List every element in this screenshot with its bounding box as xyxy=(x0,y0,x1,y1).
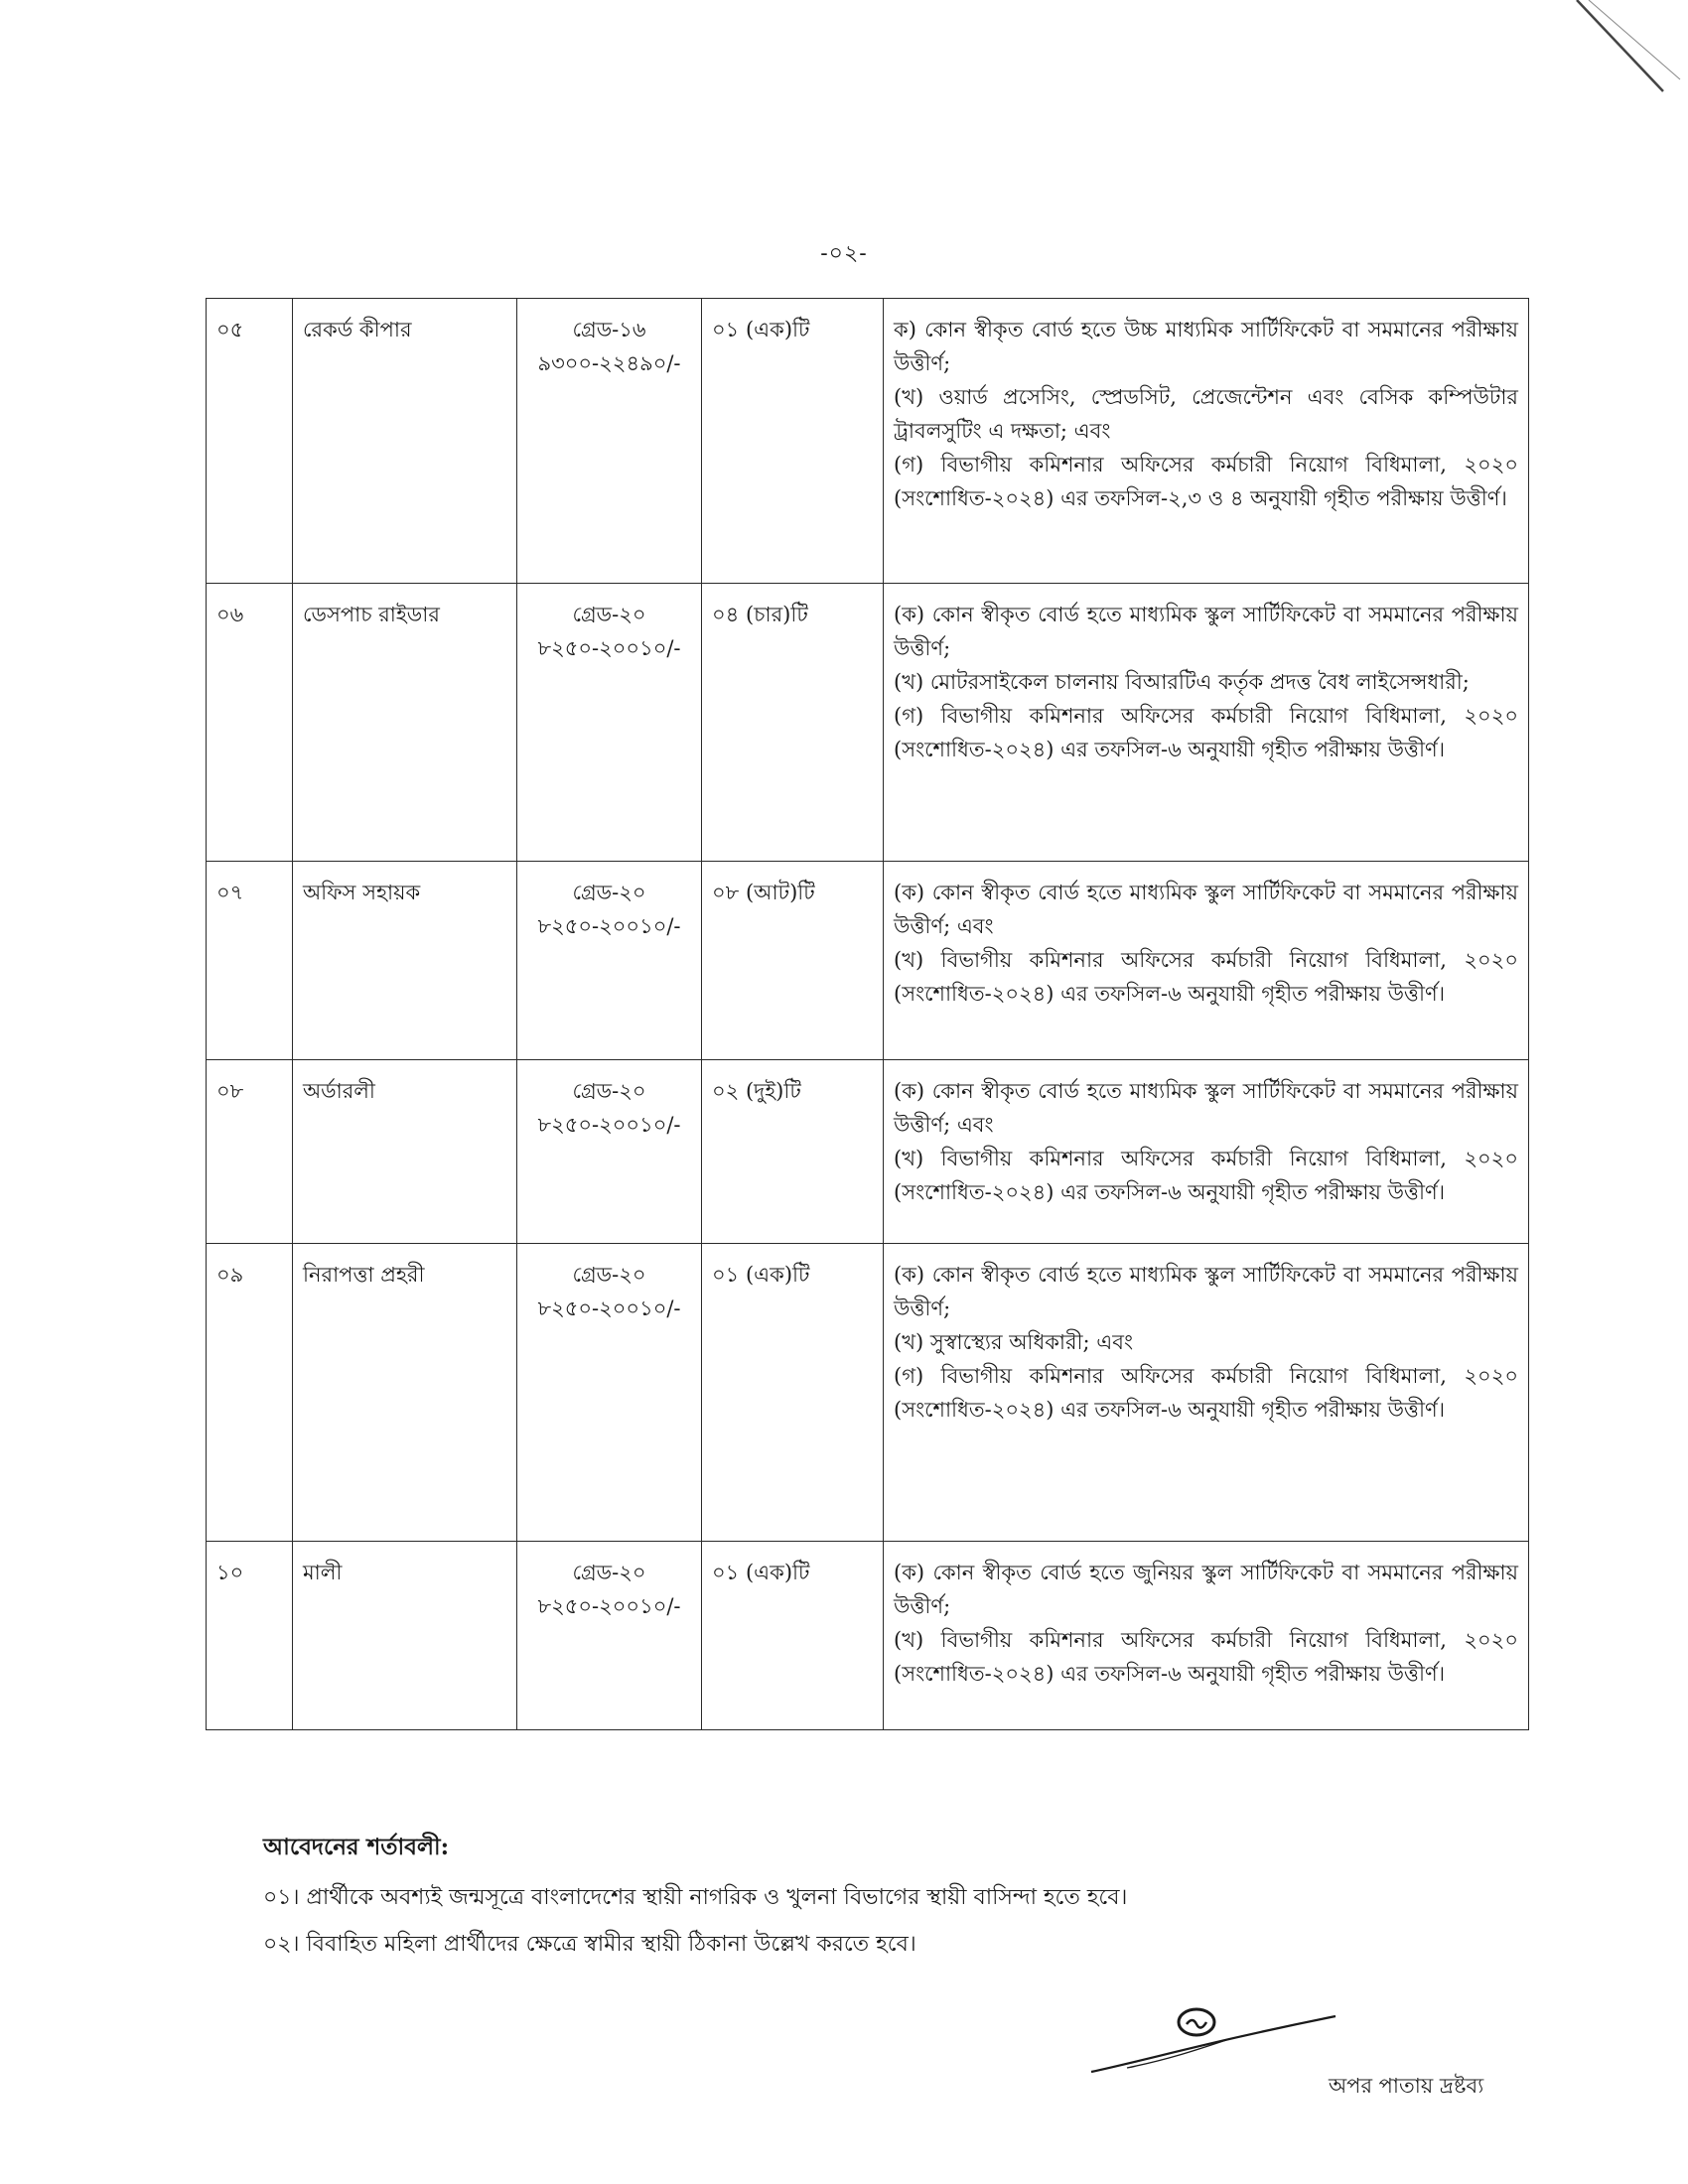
qualification-item: (গ) বিভাগীয় কমিশনার অফিসের কর্মচারী নিয়োগ বিধিমালা, ২০২০ (সংশোধিত-২০২৪) এর তফসিল-২,৩ ও ৪ অনুযায়ী গৃহীত পরীক্ষায় উত্তীর্ণ। xyxy=(894,453,1518,510)
pay-scale: ৮২৫০-২০০১০/- xyxy=(537,636,681,660)
qualification-item: (খ) সুস্বাস্থ্যের অধিকারী; এবং xyxy=(894,1330,1134,1354)
qualification-item: (ক) কোন স্বীকৃত বোর্ড হতে মাধ্যমিক স্কুল সার্টিফিকেট বা সমমানের পরীক্ষায় উত্তীর্ণ; xyxy=(894,1263,1518,1320)
qualification-cell xyxy=(884,1060,1529,1244)
vacancy-count-cell: ০৪ (চার)টি xyxy=(702,584,884,862)
vacancy-count-cell: ০২ (দুই)টি xyxy=(702,1060,884,1244)
qualification-cell xyxy=(884,1244,1529,1542)
serial-cell: ০৬ xyxy=(207,584,293,862)
grade-cell xyxy=(517,584,702,862)
serial-cell: ০৮ xyxy=(207,1060,293,1244)
page-corner-fold xyxy=(1569,0,1688,99)
grade-cell xyxy=(517,1542,702,1730)
qualification-item: (ক) কোন স্বীকৃত বোর্ড হতে জুনিয়র স্কুল সার্টিফিকেট বা সমমানের পরীক্ষায় উত্তীর্ণ; xyxy=(894,1561,1518,1618)
post-name-cell: ডেসপাচ রাইডার xyxy=(293,584,517,862)
grade-cell xyxy=(517,1244,702,1542)
vacancy-count-cell: ০১ (এক)টি xyxy=(702,1244,884,1542)
qualification-item: (ক) কোন স্বীকৃত বোর্ড হতে মাধ্যমিক স্কুল সার্টিফিকেট বা সমমানের পরীক্ষায় উত্তীর্ণ; xyxy=(894,603,1518,660)
pay-scale: ৮২৫০-২০০১০/- xyxy=(537,1297,681,1320)
table-row xyxy=(207,1060,1529,1244)
grade-label: গ্রেড-২০ xyxy=(572,603,646,626)
qualification-cell xyxy=(884,1542,1529,1730)
post-name-cell: মালী xyxy=(293,1542,517,1730)
post-name-cell: অর্ডারলী xyxy=(293,1060,517,1244)
qualification-item: (গ) বিভাগীয় কমিশনার অফিসের কর্মচারী নিয়োগ বিধিমালা, ২০২০ (সংশোধিত-২০২৪) এর তফসিল-৬ অনুযায়ী গৃহীত পরীক্ষায় উত্তীর্ণ। xyxy=(894,704,1518,761)
pay-scale: ৮২৫০-২০০১০/- xyxy=(537,914,681,938)
serial-cell: ১০ xyxy=(207,1542,293,1730)
footer-note: অপর পাতায় দ্রষ্টব্য xyxy=(1329,2074,1484,2098)
qualification-item: ক) কোন স্বীকৃত বোর্ড হতে উচ্চ মাধ্যমিক সার্টিফিকেট বা সমমানের পরীক্ষায় উত্তীর্ণ; xyxy=(894,318,1518,375)
pay-scale: ৮২৫০-২০০১০/- xyxy=(537,1594,681,1618)
qualification-item: (গ) বিভাগীয় কমিশনার অফিসের কর্মচারী নিয়োগ বিধিমালা, ২০২০ (সংশোধিত-২০২৪) এর তফসিল-৬ অনুযায়ী গৃহীত পরীক্ষায় উত্তীর্ণ। xyxy=(894,1364,1518,1422)
vacancy-count-cell: ০৮ (আট)টি xyxy=(702,862,884,1060)
serial-cell: ০৭ xyxy=(207,862,293,1060)
vacancy-count-cell: ০১ (এক)টি xyxy=(702,1542,884,1730)
qualification-item: (খ) বিভাগীয় কমিশনার অফিসের কর্মচারী নিয়োগ বিধিমালা, ২০২০ (সংশোধিত-২০২৪) এর তফসিল-৬ অনুযায়ী গৃহীত পরীক্ষায় উত্তীর্ণ। xyxy=(894,948,1518,1006)
grade-label: গ্রেড-২০ xyxy=(572,881,646,904)
qualification-cell xyxy=(884,299,1529,584)
post-name-cell: নিরাপত্তা প্রহরী xyxy=(293,1244,517,1542)
grade-label: গ্রেড-২০ xyxy=(572,1263,646,1287)
pay-scale: ৮২৫০-২০০১০/- xyxy=(537,1113,681,1137)
qualification-cell xyxy=(884,862,1529,1060)
terms-title: আবেদনের শর্তাবলী: xyxy=(263,1834,450,1860)
qualification-item: (খ) বিভাগীয় কমিশনার অফিসের কর্মচারী নিয়োগ বিধিমালা, ২০২০ (সংশোধিত-২০২৪) এর তফসিল-৬ অনুযায়ী গৃহীত পরীক্ষায় উত্তীর্ণ। xyxy=(894,1628,1518,1686)
qualification-item: (ক) কোন স্বীকৃত বোর্ড হতে মাধ্যমিক স্কুল সার্টিফিকেট বা সমমানের পরীক্ষায় উত্তীর্ণ; এবং xyxy=(894,881,1518,938)
page-number: -০২- xyxy=(820,241,868,266)
posts-table xyxy=(206,298,1529,1730)
qualification-item: (খ) বিভাগীয় কমিশনার অফিসের কর্মচারী নিয়োগ বিধিমালা, ২০২০ (সংশোধিত-২০২৪) এর তফসিল-৬ অনুযায়ী গৃহীত পরীক্ষায় উত্তীর্ণ। xyxy=(894,1147,1518,1204)
grade-cell xyxy=(517,862,702,1060)
grade-cell xyxy=(517,299,702,584)
vacancy-count-cell: ০১ (এক)টি xyxy=(702,299,884,584)
qualification-cell xyxy=(884,584,1529,862)
grade-label: গ্রেড-১৬ xyxy=(572,318,646,341)
table-row xyxy=(207,1244,1529,1542)
post-name-cell: রেকর্ড কীপার xyxy=(293,299,517,584)
post-name-cell: অফিস সহায়ক xyxy=(293,862,517,1060)
term-item: ০২। বিবাহিত মহিলা প্রার্থীদের ক্ষেত্রে স্বামীর স্থায়ী ঠিকানা উল্লেখ করতে হবে। xyxy=(263,1932,916,1957)
qualification-item: (খ) ওয়ার্ড প্রসেসিং, স্প্রেডসিট, প্রেজেন্টেশন এবং বেসিক কম্পিউটার ট্রাবলসুটিং এ দক্ষতা; এবং xyxy=(894,385,1518,443)
table-row xyxy=(207,584,1529,862)
signature xyxy=(1087,2000,1345,2080)
grade-label: গ্রেড-২০ xyxy=(572,1079,646,1103)
serial-cell: ০৯ xyxy=(207,1244,293,1542)
serial-cell: ০৫ xyxy=(207,299,293,584)
term-item: ০১। প্রার্থীকে অবশ্যই জন্মসূত্রে বাংলাদেশের স্থায়ী নাগরিক ও খুলনা বিভাগের স্থায়ী বাসিন্দা হতে হবে। xyxy=(263,1885,1128,1910)
qualification-item: (ক) কোন স্বীকৃত বোর্ড হতে মাধ্যমিক স্কুল সার্টিফিকেট বা সমমানের পরীক্ষায় উত্তীর্ণ; এবং xyxy=(894,1079,1518,1137)
grade-label: গ্রেড-২০ xyxy=(572,1561,646,1584)
pay-scale: ৯৩০০-২২৪৯০/- xyxy=(537,351,681,375)
table-row xyxy=(207,1542,1529,1730)
qualification-item: (খ) মোটরসাইকেল চালনায় বিআরটিএ কর্তৃক প্রদত্ত বৈধ লাইসেন্সধারী; xyxy=(894,670,1470,694)
table-row xyxy=(207,299,1529,584)
table-row xyxy=(207,862,1529,1060)
grade-cell xyxy=(517,1060,702,1244)
